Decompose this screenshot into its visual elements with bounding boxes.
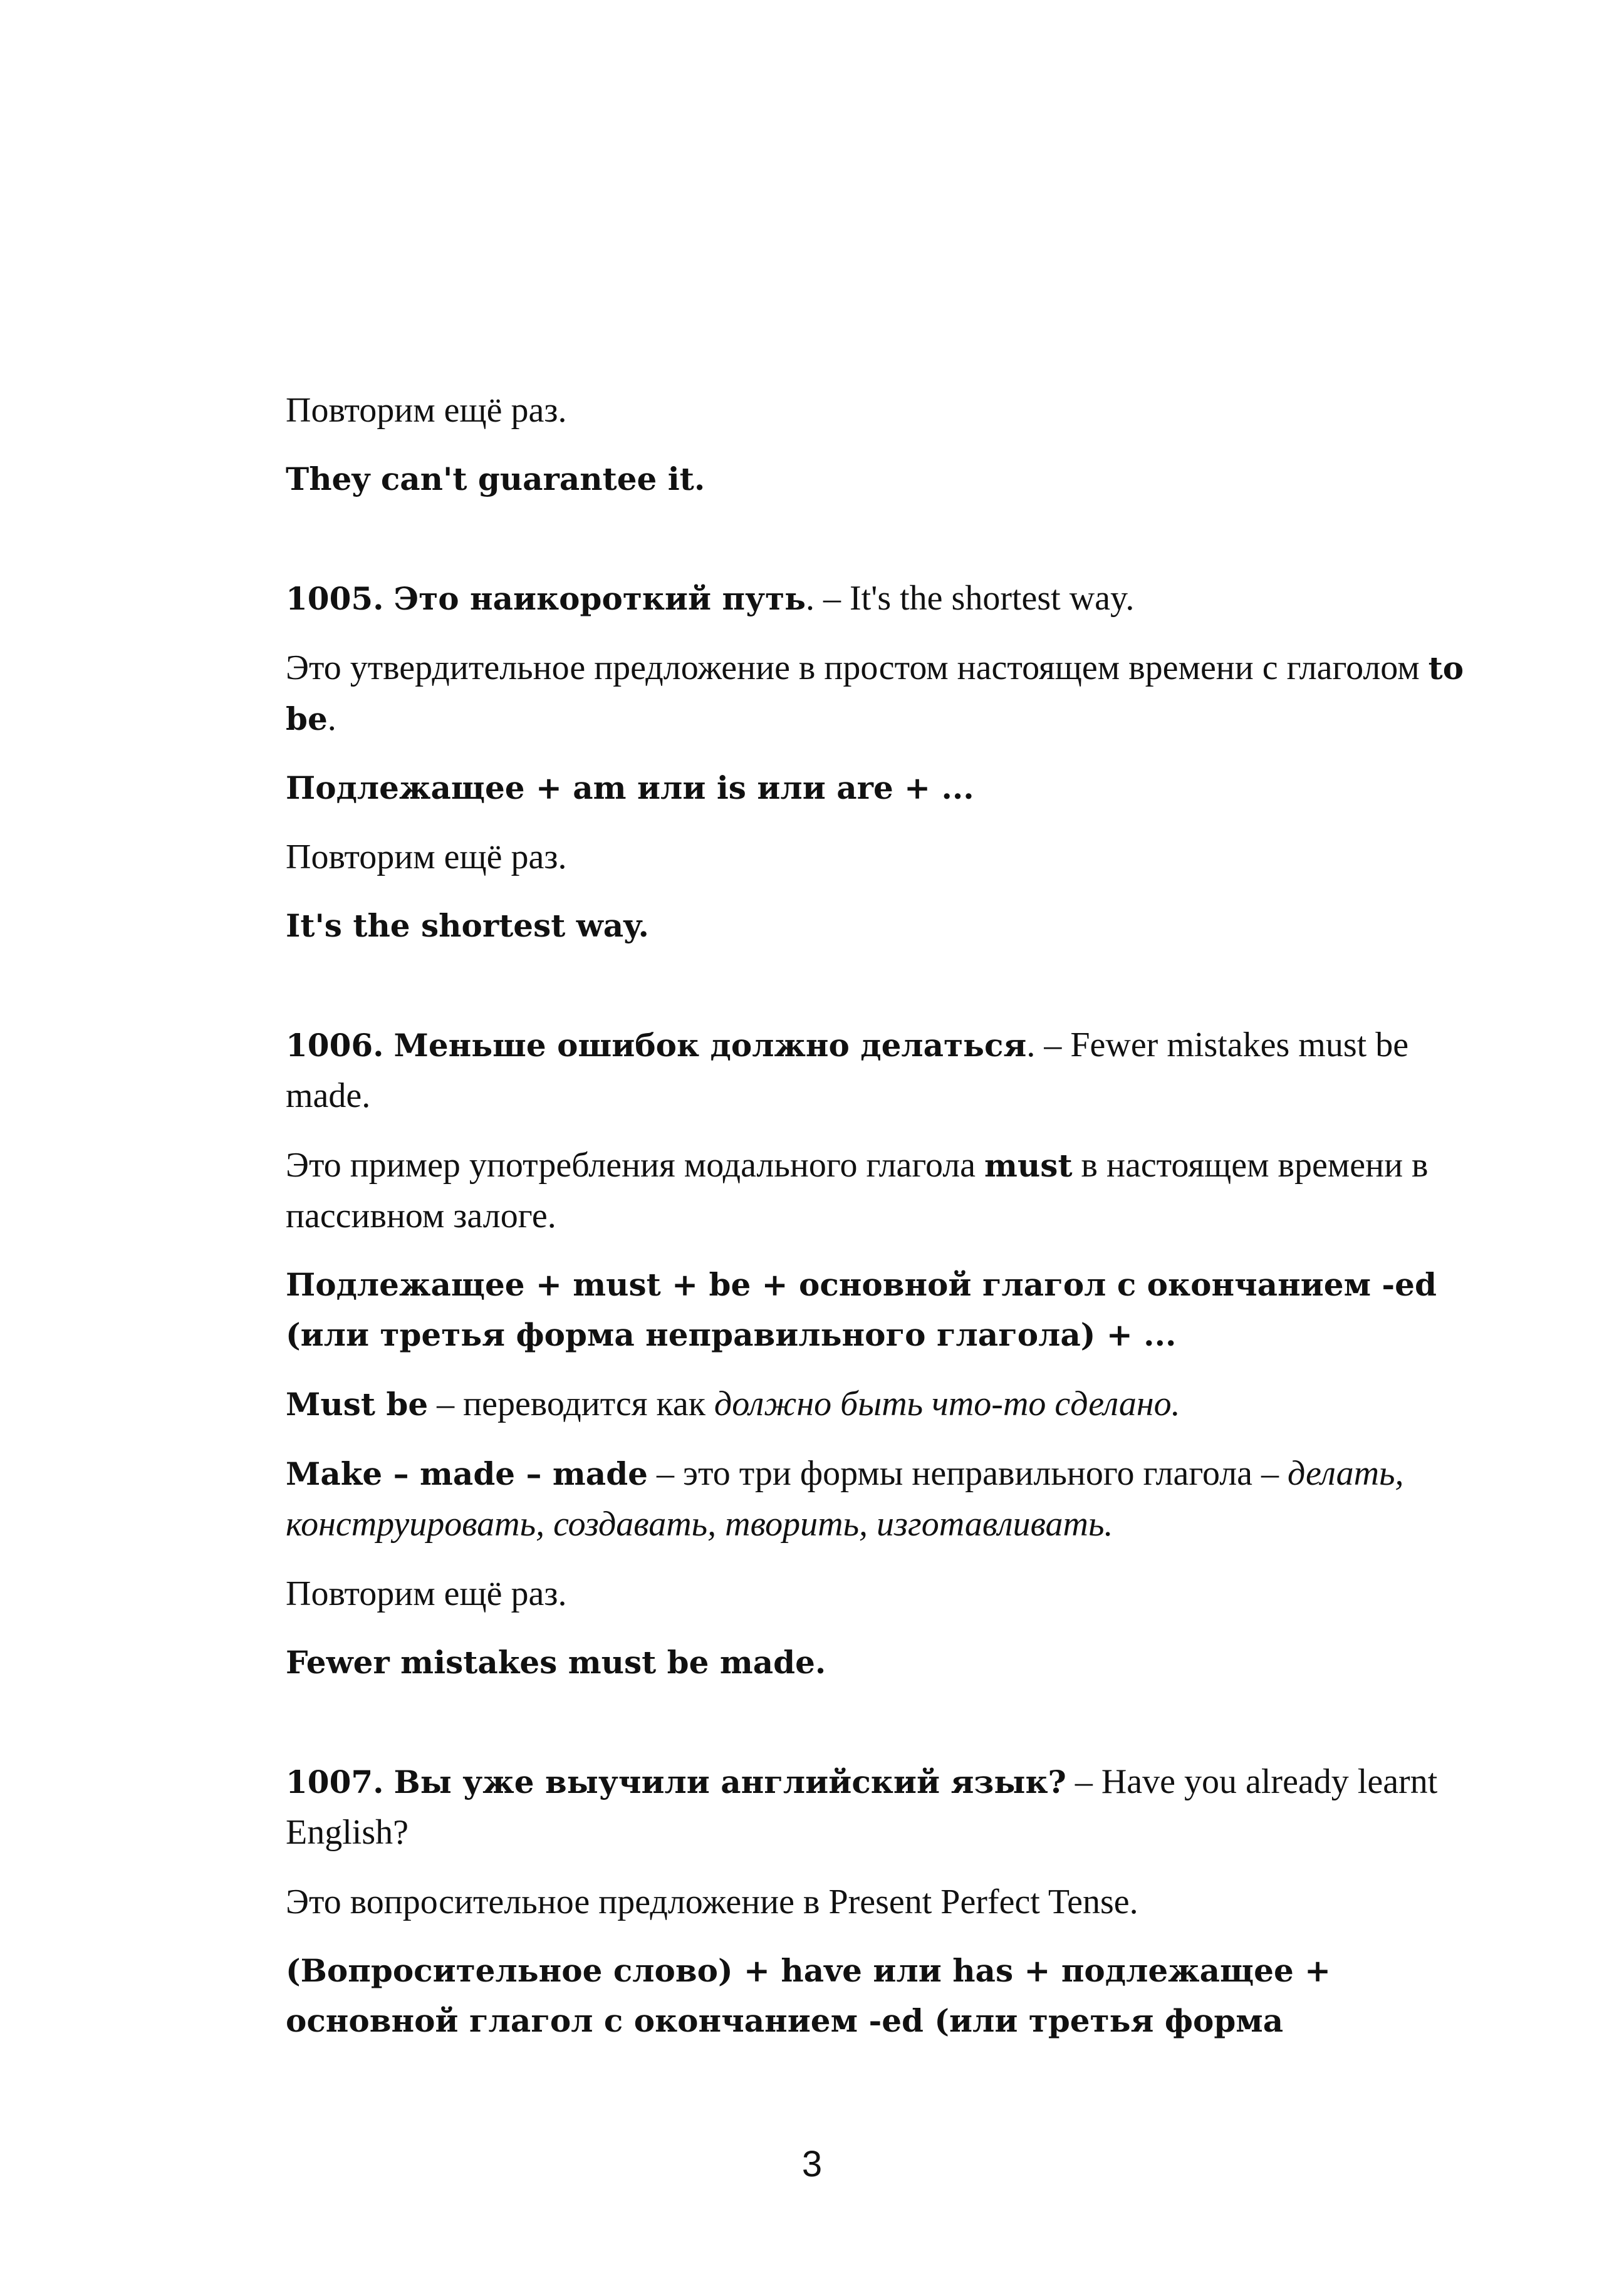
note-text: – переводится как (428, 1384, 714, 1423)
item-russian: Меньше ошибок должно делаться (393, 1027, 1027, 1064)
explanation-text: Это утвердительное предложение в простом настоящем времени с глаголом (286, 648, 1429, 687)
item-dash: – (1066, 1762, 1101, 1801)
item-explanation (286, 1140, 1476, 1241)
item-english: Fewer mistakes must be made. (286, 1026, 1409, 1115)
item-note-must-be (286, 1379, 1476, 1430)
note-bold: Must be (286, 1386, 429, 1423)
explanation-bold: to be (286, 650, 1464, 737)
item-number: 1007. (286, 1764, 384, 1800)
item-note-make (286, 1448, 1476, 1550)
item-dash: . – (1026, 1026, 1071, 1064)
item-english: It's the shortest way. (850, 579, 1135, 618)
explanation-end: в настоящем времени в пассивном залоге. (286, 1146, 1429, 1235)
item-russian: Вы уже выучили английский язык? (393, 1764, 1066, 1800)
item-formula: Подлежащее + am или is или are + ... (286, 769, 974, 806)
item-heading-1005 (286, 573, 1476, 624)
item-number: 1006. (286, 1027, 384, 1064)
item-formula: (Вопросительное слово) + have или has + подлежащее + основной глагол с окончанием -ed (или третья форма (286, 1952, 1331, 2039)
repeat-line: Повторим ещё раз. (286, 391, 567, 430)
repeat-line: Повторим ещё раз. (286, 838, 567, 876)
item-russian: Это наикороткий путь (393, 580, 806, 617)
item-explanation (286, 643, 1476, 744)
note-italic: делать, конструировать, создавать, творить, изготавливать. (286, 1454, 1404, 1544)
note-bold: Make – made – made (286, 1455, 648, 1492)
page-number: 3 (801, 2144, 823, 2184)
item-formula: Подлежащее + must + be + основной глагол с окончанием -ed (или третья форма неправильного глагола) + ... (286, 1266, 1437, 1353)
repeat-line: Повторим ещё раз. (286, 1574, 567, 1613)
item-explanation: Это вопросительное предложение в Present Perfect Tense. (286, 1883, 1138, 1921)
item-heading-1007 (286, 1757, 1476, 1858)
example-sentence: Fewer mistakes must be made. (286, 1644, 826, 1681)
example-sentence: They can't guarantee it. (286, 460, 705, 497)
explanation-bold: must (984, 1147, 1073, 1184)
example-sentence: It's the shortest way. (286, 907, 649, 944)
item-english: Have you already learnt English? (286, 1762, 1438, 1852)
page-body (286, 385, 1476, 2046)
explanation-text: Это пример употребления модального глагола (286, 1146, 985, 1185)
item-dash: . – (806, 579, 850, 618)
item-heading-1006 (286, 1020, 1476, 1121)
note-italic: должно быть что-то сделано. (714, 1384, 1180, 1423)
item-number: 1005. (286, 580, 384, 617)
explanation-end: . (327, 699, 336, 738)
note-text: – это три формы неправильного глагола – (647, 1454, 1288, 1493)
